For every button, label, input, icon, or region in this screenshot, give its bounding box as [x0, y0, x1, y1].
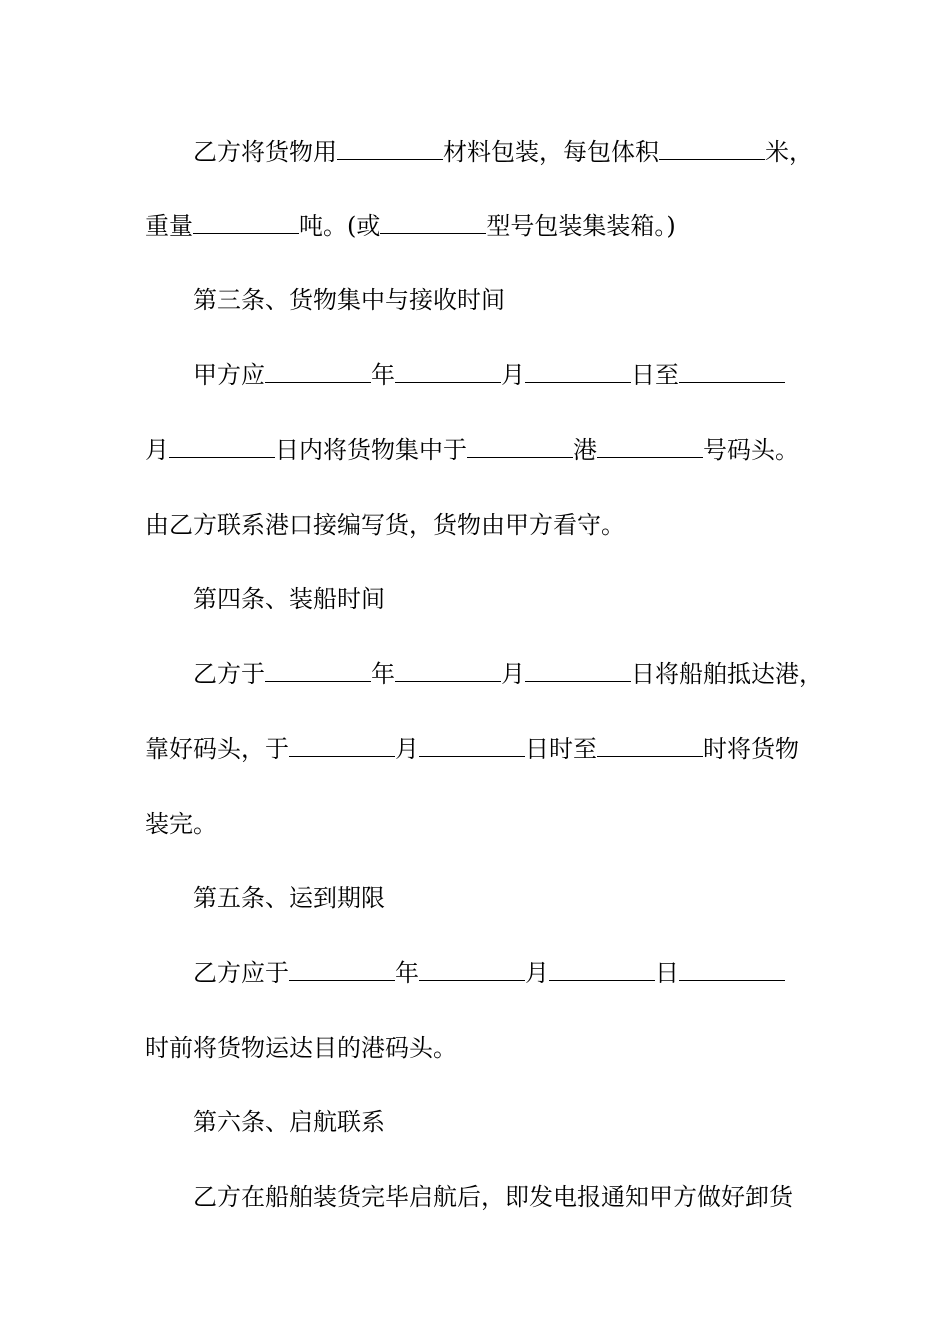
text-segment: 日将船舶抵达港， — [631, 660, 823, 688]
article-4-line-2 — [145, 734, 825, 764]
text-segment: 年 — [371, 361, 395, 389]
text-segment: 日 — [655, 959, 679, 987]
fill-blank — [525, 360, 631, 383]
text-segment: 靠好码头，于 — [145, 735, 289, 763]
text-segment: 号码头。 — [703, 436, 799, 464]
fill-blank — [265, 360, 371, 383]
text-segment: 时将货物 — [703, 735, 799, 763]
fill-blank — [193, 211, 299, 234]
fill-blank — [679, 958, 785, 981]
article-6-line-1: 乙方在船舶装货完毕启航后，即发电报通知甲方做好卸货 — [193, 1183, 793, 1211]
text-segment: 日时至 — [525, 735, 597, 763]
fill-blank — [289, 958, 395, 981]
fill-blank — [549, 958, 655, 981]
article-4-line-3: 装完。 — [145, 810, 217, 838]
fill-blank — [395, 659, 501, 682]
fill-blank — [337, 137, 443, 160]
article-5-heading: 第五条、运到期限 — [193, 884, 385, 912]
text-segment: 月 — [525, 959, 549, 987]
fill-blank — [467, 435, 573, 458]
article-3-line-3: 由乙方联系港口接编写货，货物由甲方看守。 — [145, 511, 625, 539]
fill-blank — [419, 734, 525, 757]
text-segment: 月 — [501, 660, 525, 688]
text-segment: 港 — [573, 436, 597, 464]
article-3-heading: 第三条、货物集中与接收时间 — [193, 286, 505, 314]
text-segment: 月 — [501, 361, 525, 389]
article-3-line-2 — [145, 435, 825, 465]
article-6-heading: 第六条、启航联系 — [193, 1108, 385, 1136]
fill-blank — [169, 435, 275, 458]
text-segment: 材料包装，每包体积 — [443, 138, 659, 166]
fill-blank — [525, 659, 631, 682]
text-segment: 日内将货物集中于 — [275, 436, 467, 464]
packing-line-2 — [145, 211, 825, 241]
fill-blank — [597, 734, 703, 757]
text-segment: 年 — [395, 959, 419, 987]
fill-blank — [265, 659, 371, 682]
fill-blank — [659, 137, 765, 160]
text-segment: 吨。(或 — [299, 212, 381, 240]
fill-blank — [380, 211, 486, 234]
text-segment: 日至 — [631, 361, 679, 389]
text-segment: 年 — [371, 660, 395, 688]
text-segment: 米， — [765, 138, 813, 166]
text-segment: 月 — [395, 735, 419, 763]
article-5-line-2: 时前将货物运达目的港码头。 — [145, 1034, 457, 1062]
packing-line-1 — [145, 137, 873, 167]
article-4-line-1 — [145, 659, 873, 689]
fill-blank — [289, 734, 395, 757]
text-segment: 甲方应 — [193, 361, 265, 389]
text-segment: 乙方于 — [193, 660, 265, 688]
fill-blank — [597, 435, 703, 458]
fill-blank — [679, 360, 785, 383]
fill-blank — [395, 360, 501, 383]
text-segment: 重量 — [145, 212, 193, 240]
article-4-heading: 第四条、装船时间 — [193, 585, 385, 613]
article-5-line-1 — [145, 958, 873, 988]
text-segment: 乙方将货物用 — [193, 138, 337, 166]
text-segment: 月 — [145, 436, 169, 464]
text-segment: 乙方应于 — [193, 959, 289, 987]
text-segment: 型号包装集装箱。) — [486, 212, 676, 240]
article-3-line-1 — [145, 360, 873, 390]
fill-blank — [419, 958, 525, 981]
